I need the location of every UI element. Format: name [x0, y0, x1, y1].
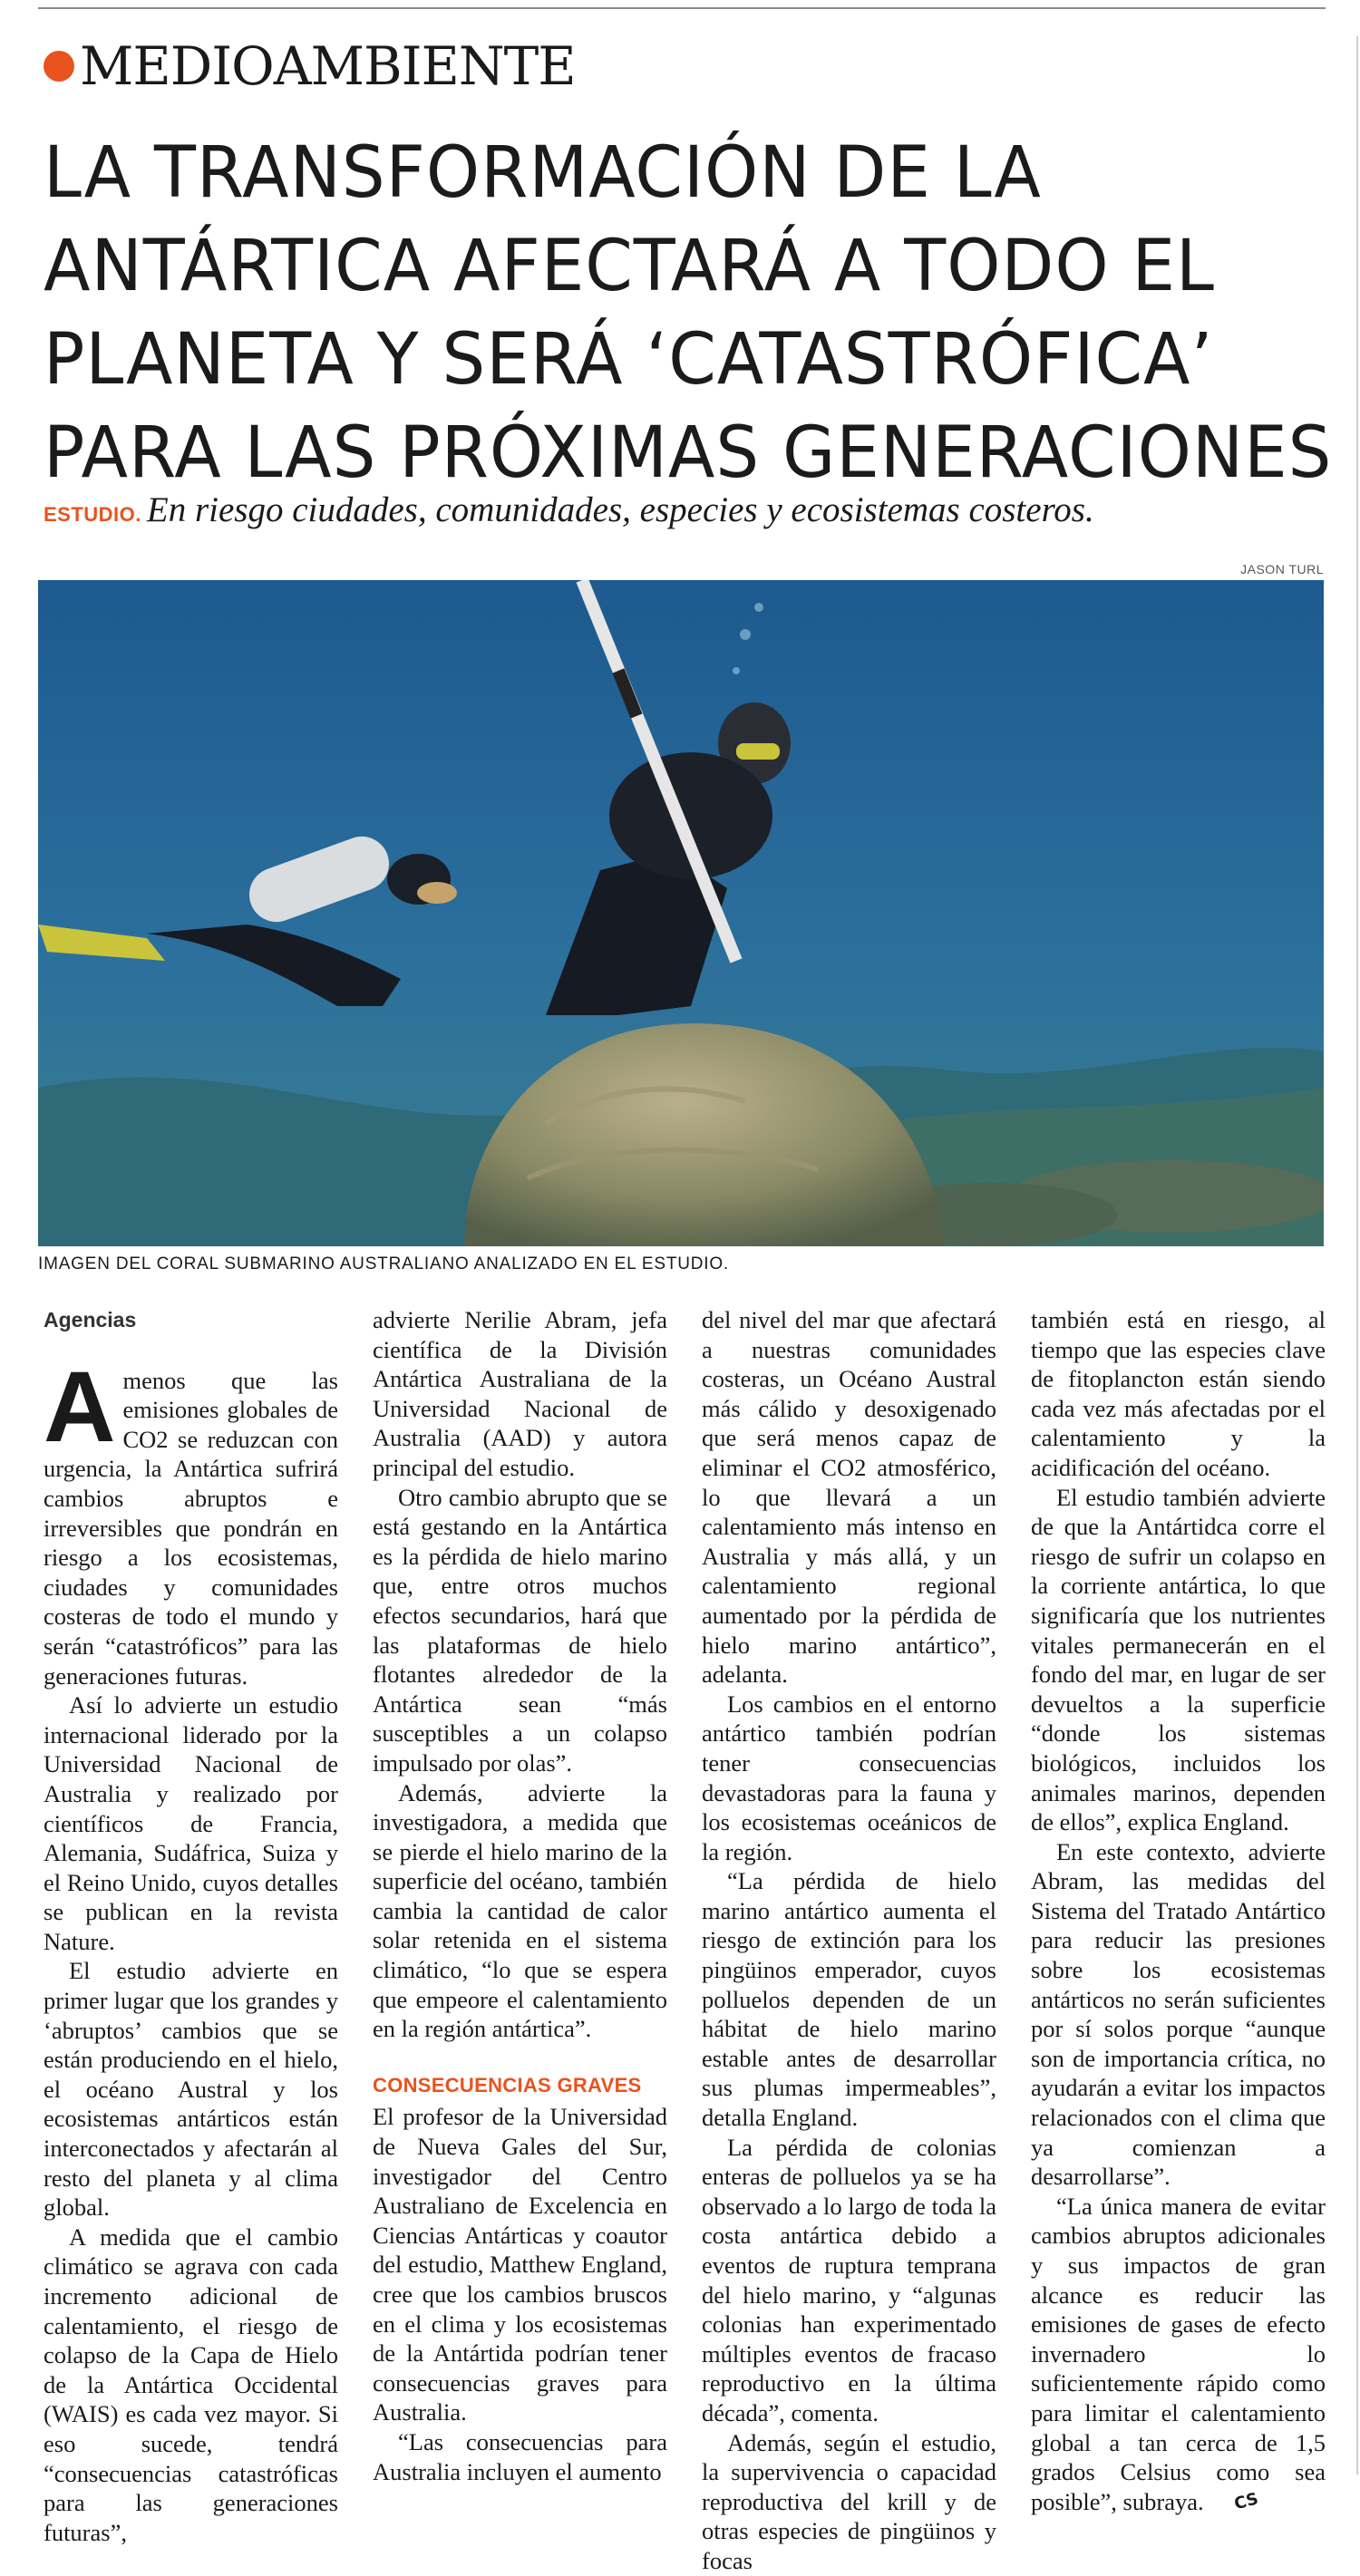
- paragraph-text: “La única manera de evitar cambios abruptos adicionales y sus impactos de gran alcance es reducir las emisiones de gases de efecto invernadero lo suficientemente rápido como para limitar el calentamiento global a tan cerca de 1,5 grados Celsius como sea posible”, subraya.: [1031, 2192, 1326, 2515]
- headline-line: PARA LAS PRÓXIMAS GENERACIONES: [44, 412, 1333, 494]
- deck: [44, 489, 1094, 535]
- headline: [44, 127, 1333, 500]
- paragraph: En este contexto, advierte Abram, las medidas del Sistema del Tratado Antártico para reducir las presiones sobre los ecosistemas antárticos no serán suficientes por sí solos porque “aunque son de importancia crítica, no ayudarán a evitar los impactos relacionados con el clima que ya comienzan a desarrollarse”.: [1031, 1837, 1326, 2191]
- section-label: [44, 34, 576, 98]
- deck-text: En riesgo ciudades, comunidades, especies y ecosistemas costeros.: [146, 490, 1094, 529]
- paragraph: La pérdida de colonias enteras de polluelos ya se ha observado a lo largo de toda la costa antártica debido a eventos de ruptura temprana del hielo marino, y “algunas colonias han experimentado múltiples eventos de fracaso reproductivo en la última década”, comenta.: [702, 2133, 996, 2426]
- paragraph: [1031, 2192, 1326, 2521]
- paragraph: El estudio también advierte de que la Antártidca corre el riesgo de sufrir un colapso en la corriente antártica, lo que significaría que los nutrientes vitales permanecerán en el fondo del mar, en lugar de ser devueltos a la superficie “donde los sistemas biológicos, incluidos los animales marinos, dependen de ellos”, explica England.: [1031, 1483, 1326, 1836]
- headline-line: LA TRANSFORMACIÓN DE LA: [44, 132, 1042, 214]
- paragraph: Otro cambio abrupto que se está gestando en la Antártica es la pérdida de hielo marino que, entre otros muchos efectos secundarios, hará que las plataformas de hielo flotantes alrededor de la Antártica sean “más susceptibles a un colapso impulsado por olas”.: [373, 1483, 667, 1777]
- subhead: CONSECUENCIAS GRAVES: [373, 2073, 642, 2097]
- photo-credit: JASON TURL: [1240, 562, 1324, 576]
- paragraph: “Las consecuencias para Australia incluyen el aumento: [373, 2427, 667, 2485]
- headline-line: PLANETA Y SERÁ ‘CATASTRÓFICA’: [44, 319, 1214, 401]
- paragraph: “La pérdida de hielo marino antártico aumenta el riesgo de extinción para los pingüinos emperador, cuyos polluelos dependen de un hábitat de hielo marino estable antes de desarrollar sus plumas impermeables”, detalla England.: [702, 1867, 996, 2132]
- dropcap: A: [44, 1351, 116, 1463]
- paragraph: Además, advierte la investigadora, a medida que se pierde el hielo marino de la superficie del océano, también cambia la cantidad de calor solar retenida en el sistema climático, “lo que se espera que empeore el calentamiento en la región antártica”.: [373, 1778, 667, 2043]
- paragraph: El profesor de la Universidad de Nueva Gales del Sur, investigador del Centro Australiano de Excelencia en Ciencias Antárticas y coautor del estudio, Matthew England, cree que los cambios bruscos en el clima y los ecosistemas de la Antártida podrían tener consecuencias graves para Australia.: [373, 2103, 667, 2426]
- right-rule: [1356, 36, 1358, 2474]
- column-3: [702, 1305, 996, 2576]
- section-dot-icon: [44, 51, 74, 82]
- paragraph: también está en riesgo, al tiempo que las especies clave de fitoplancton están siendo cada vez más afectadas por el calentamiento y la acidificación del océano.: [1031, 1306, 1326, 1481]
- paragraph-text: menos que las emisiones globales de CO2 se reduzcan con urgencia, la Antártica sufrirá cambios abruptos e irreversibles que pondrán en riesgo a los ecosistemas, ciudades y comunidades costeras de todo el mundo y serán “catastróficos” para las generaciones futuras.: [44, 1366, 338, 1690]
- paragraph: A medida que el cambio climático se agrava con cada incremento adicional de calentamiento, el riesgo de colapso de la Capa de Hielo de la Antártica Occidental (WAIS) es cada vez mayor. Si eso sucede, tendrá “consecuencias catastróficas para las generaciones futuras”,: [44, 2223, 338, 2546]
- paragraph: Además, según el estudio, la supervivencia o capacidad reproductiva del krill y de otras especies de pingüinos y focas: [702, 2428, 996, 2574]
- paragraph: El estudio advierte en primer lugar que los grandes y ‘abruptos’ cambios que se están produciendo en el hielo, el océano Austral y los ecosistemas antárticos están interconectados y afectarán al resto del planeta y al clima global.: [44, 1957, 338, 2222]
- section-name: MEDIOAMBIENTE: [80, 35, 576, 97]
- column-4: [1031, 1305, 1326, 2576]
- column-1: [44, 1305, 338, 2576]
- photo-illustration: [38, 580, 1324, 1246]
- byline: Agencias: [44, 1308, 137, 1332]
- column-2: [373, 1305, 667, 2576]
- paragraph: Los cambios en el entorno antártico también podrían tener consecuencias devastadoras para la fauna y los ecosistemas oceánicos de la región.: [702, 1690, 996, 1865]
- article-body: [44, 1305, 1326, 2574]
- end-mark-icon: CS: [1231, 2489, 1260, 2514]
- paragraph: [44, 1351, 338, 1691]
- photo-divers-coral: [38, 580, 1324, 1246]
- paragraph: advierte Nerilie Abram, jefa científica de la División Antártica Australiana de la Universidad Nacional de Australia (AAD) y autora principal del estudio.: [373, 1306, 667, 1481]
- photo-caption: IMAGEN DEL CORAL SUBMARINO AUSTRALIANO ANALIZADO EN EL ESTUDIO.: [38, 1254, 729, 1273]
- paragraph: del nivel del mar que afectará a nuestras comunidades costeras, un Océano Austral más cálido y desoxigenado que será menos capaz de eliminar el CO2 atmosférico, lo que llevará a un calentamiento más intenso en Australia y más allá, y un calentamiento regional aumentado por la pérdida de hielo marino antártico”, adelanta.: [702, 1306, 996, 1689]
- paragraph: Así lo advierte un estudio internacional liderado por la Universidad Nacional de Australia y realizado por científicos de Francia, Alemania, Sudáfrica, Suiza y el Reino Unido, cuyos detalles se publican en la revista Nature.: [44, 1691, 338, 1955]
- top-rule: [38, 7, 1326, 9]
- deck-kicker: ESTUDIO.: [44, 503, 141, 526]
- headline-line: ANTÁRTICA AFECTARÁ A TODO EL: [44, 226, 1215, 307]
